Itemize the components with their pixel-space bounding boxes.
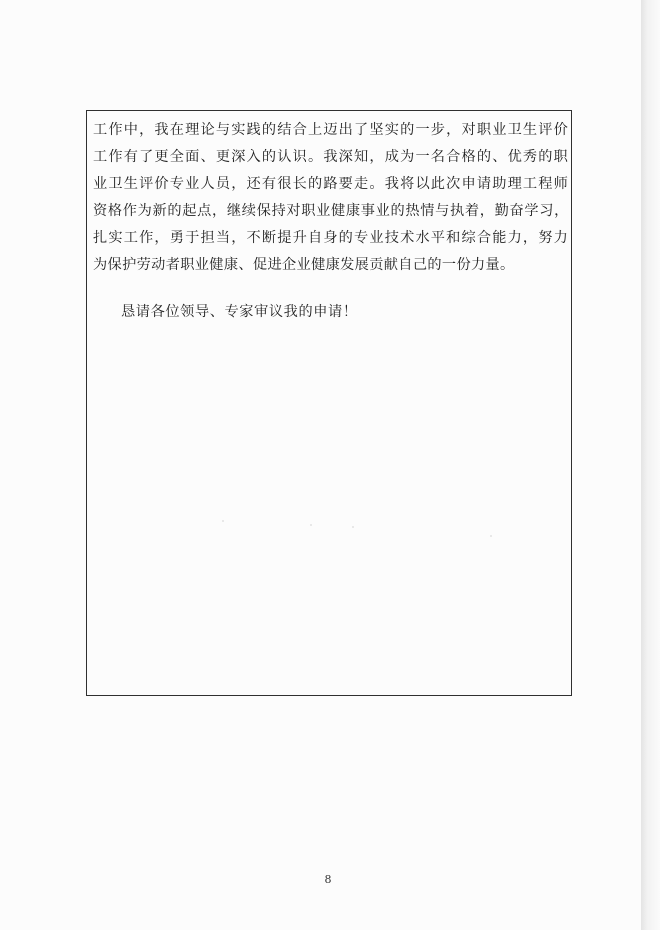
paragraph-line-4: 资格作为新的起点，继续保持对职业健康事业的热情与执着，勤奋学习， [93, 202, 569, 219]
paragraph-line-5: 扎实工作，勇于担当，不断提升自身的专业技术水平和综合能力，努力 [93, 229, 569, 246]
paragraph-line-2: 工作有了更全面、更深入的认识。我深知，成为一名合格的、优秀的职 [93, 148, 569, 165]
paragraph-line-6: 为保护劳动者职业健康、促进企业健康发展贡献自己的一份力量。 [93, 256, 515, 273]
application-body-paragraph [93, 117, 569, 278]
scan-speck [490, 535, 492, 537]
closing-request: 恳请各位领导、专家审议我的申请！ [121, 304, 358, 320]
scan-speck [352, 526, 354, 528]
page-number: 8 [324, 873, 332, 886]
paragraph-line-3: 业卫生评价专业人员，还有很长的路要走。我将以此次申请助理工程师 [93, 175, 569, 192]
scan-speck [222, 520, 224, 522]
scan-speck [310, 524, 312, 526]
paragraph-line-1: 工作中，我在理论与实践的结合上迈出了坚实的一步，对职业卫生评价 [93, 122, 569, 138]
page-edge-shadow [641, 0, 660, 930]
